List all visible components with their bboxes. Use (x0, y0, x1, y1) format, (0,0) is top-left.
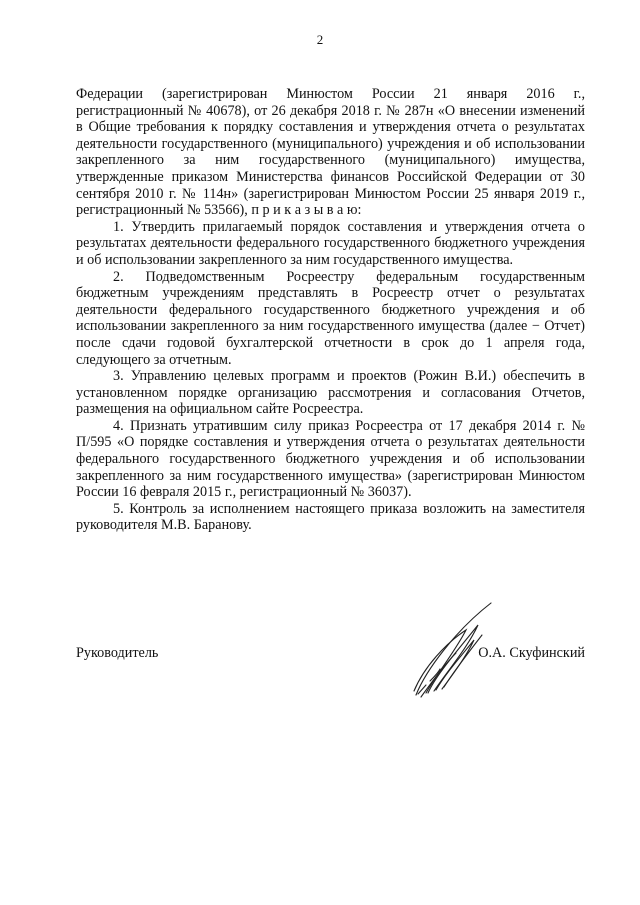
paragraph-item-4: 4. Признать утратившим силу приказ Росреестра от 17 декабря 2014 г. № П/595 «О порядке составления и утверждения отчета о результатах деятельности федерального государственного бюджетного учреждения и об использовании закрепленного за ним государственного имущества» (зарегистрирован Минюстом России 16 февраля 2015 г., регистрационный № 36037). (76, 417, 585, 501)
paragraph-item-2: 2. Подведомственным Росреестру федеральным государственным бюджетным учреждениям представлять в Росреестр отчет о результатах деятельности федерального государственного бюджетного учреждения и об использовании закрепленного за ним государственного имущества (далее − Отчет) после сдачи годовой бухгалтерской отчетности в срок до 1 апреля года, следующего за отчетным. (76, 268, 585, 368)
signature-block (76, 640, 585, 700)
paragraph-item-1: 1. Утвердить прилагаемый порядок составления и утверждения отчета о результатах деятельности федерального государственного бюджетного учреждения и об использовании закрепленного за ним государственного имущества. (76, 218, 585, 268)
paragraph-item-5: 5. Контроль за исполнением настоящего приказа возложить на заместителя руководителя М.В. Баранову. (76, 500, 585, 534)
signatory-name: О.А. Скуфинский (478, 645, 585, 661)
paragraph-item-3: 3. Управлению целевых программ и проектов (Рожин В.И.) обеспечить в установленном порядке организацию рассмотрения и согласования Отчетов, размещения на официальном сайте Росреестра. (76, 368, 585, 418)
signatory-role: Руководитель (76, 645, 159, 661)
paragraph-preamble-continuation: Федерации (зарегистрирован Минюстом России 21 января 2016 г., регистрационный № 40678), от 26 декабря 2018 г. № 287н «О внесении изменений в Общие требования к порядку составления и утверждения отчета о результатах деятельности государственного (муниципального) учреждения и об использовании закрепленного за ним государственного (муниципального) имущества, утвержденные приказом Министерства финансов Российской Федерации от 30 сентября 2010 г. № 114н» (зарегистрирован Минюстом России 25 января 2019 г., регистрационный № 53566), п р и к а з ы в а ю: (76, 86, 585, 219)
document-body (76, 86, 585, 534)
page-number: 2 (316, 32, 324, 47)
